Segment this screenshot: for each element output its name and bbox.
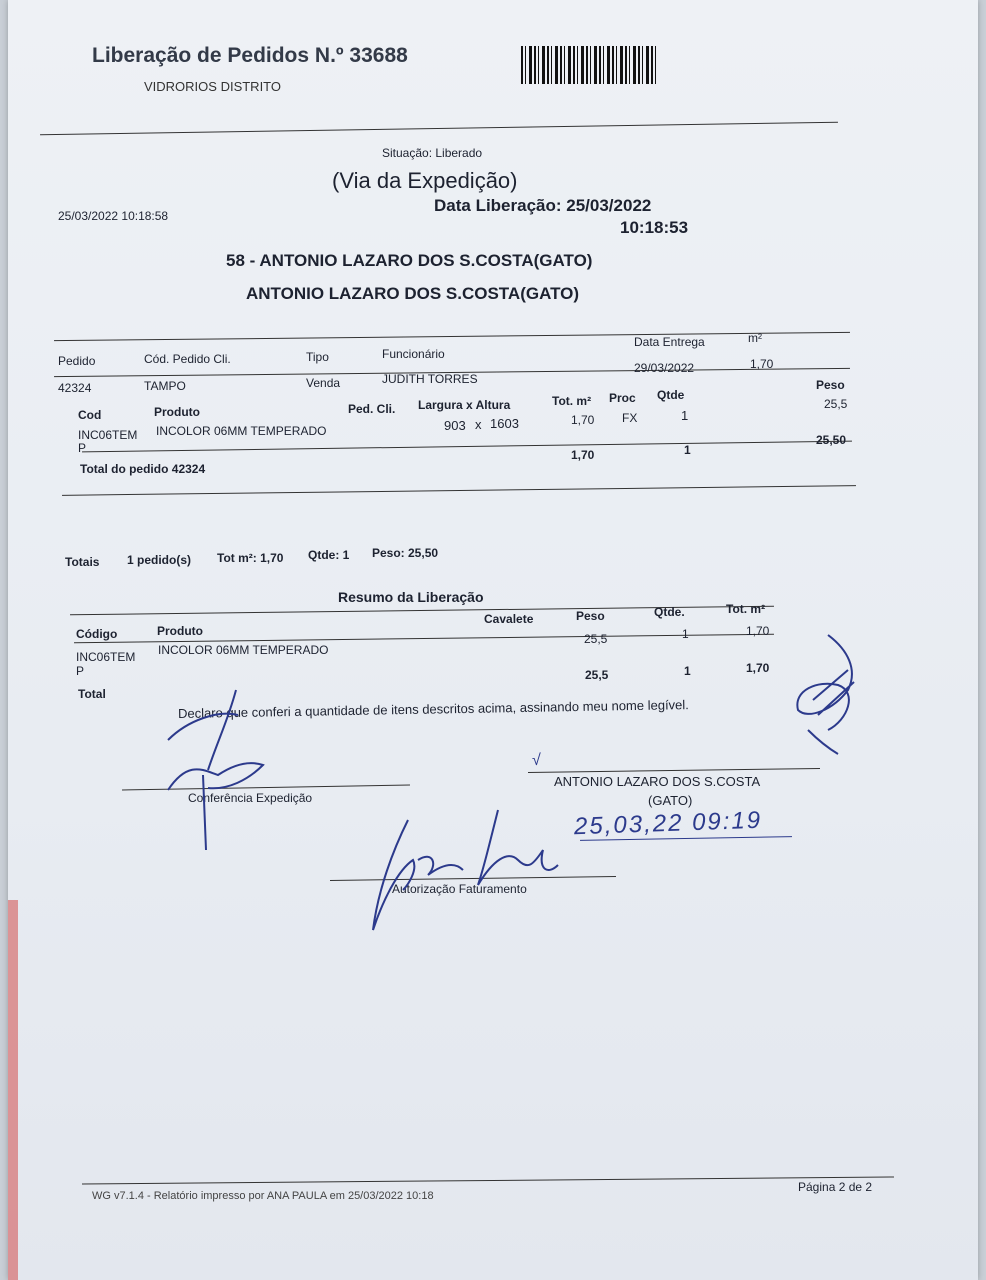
client-signature-name: ANTONIO LAZARO DOS S.COSTA <box>554 774 761 789</box>
col-produto: Produto <box>154 405 200 419</box>
summary-col-cavalete: Cavalete <box>484 612 534 626</box>
summary-produto: INCOLOR 06MM TEMPERADO <box>158 643 329 657</box>
item-largura: 903 <box>444 418 466 433</box>
item-cod: INC06TEM <box>78 428 138 442</box>
footer-divider <box>82 1176 894 1184</box>
company-name: VIDRORIOS DISTRITO <box>144 79 281 94</box>
paper-edge <box>8 900 18 1280</box>
summary-col-qtde: Qtde. <box>654 605 685 619</box>
col-qtde: Qtde <box>657 388 685 402</box>
col-m2: m² <box>748 331 762 345</box>
col-proc: Proc <box>609 391 636 405</box>
item-tot-m2: 1,70 <box>571 413 595 427</box>
data-entrega-value: 29/03/2022 <box>634 361 695 375</box>
totals-m2: Tot m²: 1,70 <box>217 551 284 565</box>
item-cod-suffix: P <box>78 441 87 455</box>
client-line-2: ANTONIO LAZARO DOS S.COSTA(GATO) <box>246 284 580 303</box>
tipo-value: Venda <box>306 376 341 390</box>
divider <box>82 441 852 453</box>
cod-pedido-value: TAMPO <box>144 379 186 393</box>
autorizacao-label: Autorização Faturamento <box>392 882 527 896</box>
summary-total-qtde: 1 <box>684 664 691 678</box>
col-peso: Peso <box>816 378 845 392</box>
release-date: Data Liberação: 25/03/2022 <box>434 196 652 215</box>
divider <box>62 485 856 496</box>
handwritten-date: 25,03,22 09:19 <box>573 806 763 841</box>
client-signature-alias: (GATO) <box>648 793 693 808</box>
footer-printed-by: WG v7.1.4 - Relatório impresso por ANA PAULA em 25/03/2022 10:18 <box>92 1190 434 1202</box>
summary-total-m2: 1,70 <box>746 661 770 675</box>
funcionario-value: JUDITH TORRES <box>382 372 478 386</box>
summary-tot-m2: 1,70 <box>746 624 770 638</box>
col-data-entrega: Data Entrega <box>634 335 705 349</box>
item-proc: FX <box>622 411 638 425</box>
barcode <box>521 46 659 84</box>
col-cod-pedido: Cód. Pedido Cli. <box>144 352 231 366</box>
col-largura-altura: Largura x Altura <box>418 398 511 412</box>
pedido-number: 42324 <box>58 381 92 395</box>
order-total-qtde: 1 <box>684 443 691 457</box>
conferencia-signature <box>148 680 278 860</box>
m2-value: 1,70 <box>750 357 774 371</box>
item-x: x <box>475 417 482 432</box>
check-mark: √ <box>532 752 541 769</box>
status-text: Situação: Liberado <box>382 146 483 160</box>
divider <box>54 332 850 341</box>
client-line-1: 58 - ANTONIO LAZARO DOS S.COSTA(GATO) <box>226 251 593 270</box>
via-label: (Via da Expedição) <box>332 168 518 193</box>
signature-line-client <box>528 768 820 773</box>
item-produto: INCOLOR 06MM TEMPERADO <box>156 424 327 438</box>
summary-col-codigo: Código <box>76 627 118 641</box>
summary-codigo: INC06TEM <box>76 650 136 664</box>
summary-total-label: Total <box>78 687 106 701</box>
item-peso: 25,5 <box>824 397 848 411</box>
summary-col-produto: Produto <box>157 624 203 638</box>
order-total-peso: 25,50 <box>816 433 847 447</box>
margin-signature <box>788 630 868 760</box>
summary-title: Resumo da Liberação <box>338 589 484 605</box>
col-tot-m2: Tot. m² <box>552 394 592 408</box>
summary-codigo-suffix: P <box>76 664 85 678</box>
totals-qtde: Qtde: 1 <box>308 548 350 562</box>
totals-peso: Peso: 25,50 <box>372 546 439 560</box>
col-pedido: Pedido <box>58 354 96 368</box>
col-ped-cli: Ped. Cli. <box>348 402 396 416</box>
conferencia-label: Conferência Expedição <box>188 791 313 805</box>
divider <box>40 122 838 136</box>
release-time: 10:18:53 <box>620 218 689 237</box>
totals-label: Totais <box>65 555 100 569</box>
summary-qtde: 1 <box>682 627 689 641</box>
declaration-text: Declaro que conferi a quantidade de itens descritos acima, assinando meu nome legível. <box>177 697 689 721</box>
col-cod: Cod <box>78 408 102 422</box>
document-page <box>8 0 978 1280</box>
summary-col-peso: Peso <box>576 609 605 623</box>
totals-pedidos: 1 pedido(s) <box>127 553 192 567</box>
page-number: Página 2 de 2 <box>798 1180 873 1194</box>
item-altura: 1603 <box>490 416 519 431</box>
autorizacao-signature <box>358 790 568 940</box>
col-funcionario: Funcionário <box>382 347 445 361</box>
order-total-m2: 1,70 <box>571 448 595 462</box>
summary-total-peso: 25,5 <box>585 668 609 682</box>
order-total-label: Total do pedido 42324 <box>80 462 206 476</box>
document-title: Liberação de Pedidos N.º 33688 <box>92 44 408 67</box>
item-qtde: 1 <box>681 408 689 423</box>
printed-datetime: 25/03/2022 10:18:58 <box>58 209 169 223</box>
summary-col-tot-m2: Tot. m² <box>726 602 766 616</box>
col-tipo: Tipo <box>306 350 329 364</box>
summary-peso: 25,5 <box>584 632 608 646</box>
